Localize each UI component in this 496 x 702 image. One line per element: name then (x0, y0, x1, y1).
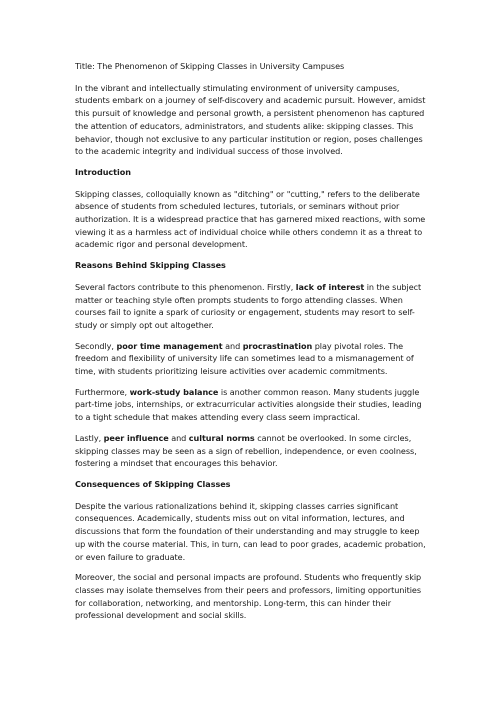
section-heading-consequences: Consequences of Skipping Classes (75, 478, 231, 489)
bold-term: work-study balance (129, 386, 219, 397)
text-run: and (168, 432, 189, 443)
section-heading-introduction: Introduction (75, 166, 131, 177)
bold-term: poor time management (116, 340, 223, 351)
reasons-paragraph-2 (75, 340, 428, 378)
document-title: Title: The Phenomenon of Skipping Classes in University Campuses (75, 61, 345, 71)
text-run: play pivotal roles. The freedom and flexibility of university life can sometimes lead to a mismanagement of time, with students prioritizing leisure activities over academic commitments. (75, 340, 414, 377)
consequences-paragraph-2: Moreover, the social and personal impacts are profound. Students who frequently skip classes may isolate themselves from their peers and professors, limiting opportunities for collaboration, networking, and mentorship. Long-term, this can hinder their professional development and social skills. (75, 572, 422, 621)
bold-term: procrastination (242, 340, 313, 351)
intro-paragraph: In the vibrant and intellectually stimulating environment of university campuses, students embark on a journey of self-discovery and academic pursuit. However, amidst this pursuit of knowledge and personal growth, a persistent phenomenon has captured the attention of educators, administrators, and students alike: skipping classes. This behavior, though not exclusive to any particular institution or region, poses challenges to the academic integrity and individual success of those involved. (75, 82, 426, 157)
text-run: cannot be overlooked. In some circles, skipping classes may be seen as a sign of rebellion, independence, or even coolness, fostering a mindset that encourages this behavior. (75, 432, 417, 469)
bold-term: cultural norms (188, 432, 255, 443)
text-run: is another common reason. Many students juggle part-time jobs, internships, or extracurricular activities alongside their studies, leading to a tight schedule that makes attending every class seem impractical. (75, 386, 422, 423)
consequences-paragraph-1: Despite the various rationalizations behind it, skipping classes carries significant consequences. Academically, students miss out on vital information, lectures, and discussions that form the foundation of their understanding and may struggle to keep up with the course material. This, in turn, can lead to poor grades, academic probation, or even failure to graduate. (75, 500, 426, 562)
section-heading-reasons: Reasons Behind Skipping Classes (75, 260, 226, 271)
bold-term: lack of interest (295, 281, 365, 292)
text-run: Lastly, (75, 432, 104, 443)
reasons-paragraph-3 (75, 386, 428, 424)
text-run: Furthermore, (75, 386, 130, 397)
text-run: Several factors contribute to this phenomenon. Firstly, (75, 281, 296, 292)
reasons-paragraph-4 (75, 432, 428, 470)
bold-term: peer influence (103, 432, 169, 443)
reasons-paragraph-1 (75, 281, 428, 332)
text-run: Secondly, (75, 340, 117, 351)
text-run: and (222, 340, 243, 351)
text-run: in the subject matter or teaching style often prompts students to forgo attending classes. When courses fail to ignite a spark of curiosity or engagement, students may resort to self-study or simply opt out altogether. (75, 281, 422, 330)
introduction-paragraph: Skipping classes, colloquially known as "ditching" or "cutting," refers to the deliberate absence of students from scheduled lectures, tutorials, or seminars without prior authorization. It is a widespread practice that has garnered mixed reactions, with some viewing it as a harmless act of individual choice while others condemn it as a threat to academic rigor and personal development. (75, 188, 426, 250)
